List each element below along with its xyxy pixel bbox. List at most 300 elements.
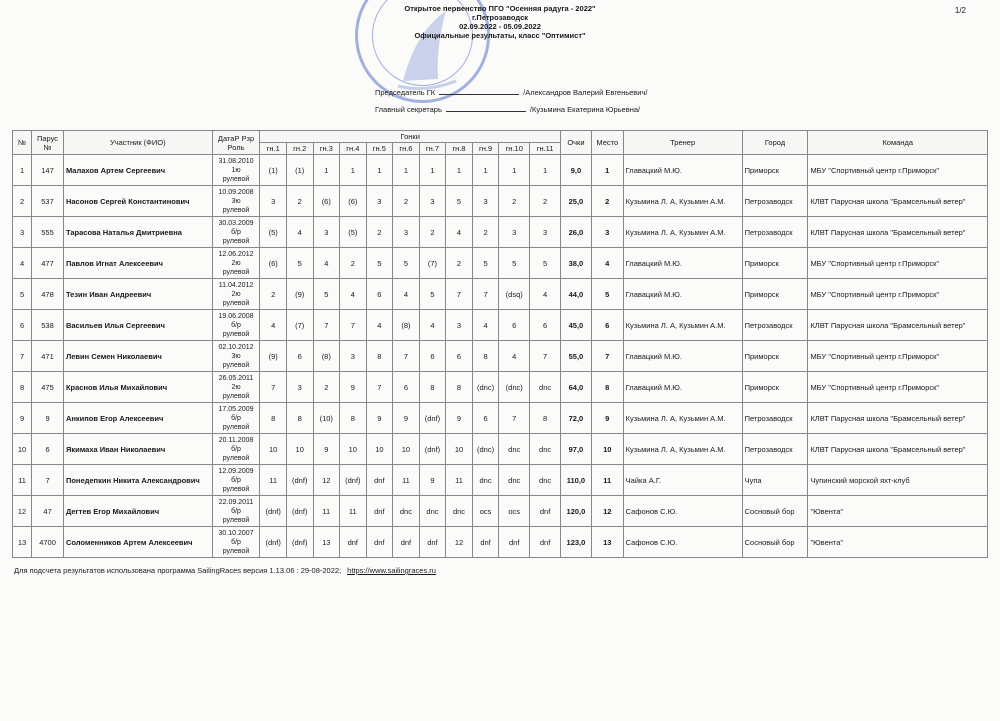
race-result: 13 (313, 527, 340, 558)
col-num: № (13, 131, 32, 155)
row-number: 10 (13, 434, 32, 465)
race-result: 9 (393, 403, 420, 434)
birth-info-role: рулевой (222, 547, 250, 555)
results-table (12, 130, 988, 558)
race-result: 11 (313, 496, 340, 527)
competition-dates: 02.09.2022 - 05.09.2022 (459, 22, 541, 31)
race-result: 8 (286, 403, 313, 434)
final-place: 2 (591, 186, 623, 217)
total-points: 72,0 (561, 403, 592, 434)
race-header: гн.10 (499, 143, 530, 155)
race-result: dnf (499, 527, 530, 558)
birth-info (212, 527, 260, 558)
race-result: 7 (499, 403, 530, 434)
total-points: 9,0 (561, 155, 592, 186)
race-result: 10 (260, 434, 287, 465)
birth-info-rank: 2ю (231, 383, 241, 391)
competition-city: г.Петрозаводск (471, 13, 529, 22)
coach-name: Кузьмина Л. А, Кузьмин А.М. (623, 403, 742, 434)
race-result: 10 (393, 434, 420, 465)
table-row (13, 403, 988, 434)
race-result: 9 (366, 403, 393, 434)
total-points: 123,0 (561, 527, 592, 558)
race-result: ocs (472, 496, 499, 527)
race-result: 3 (419, 186, 446, 217)
city-name: Петрозаводск (742, 217, 808, 248)
race-result: dnc (530, 465, 561, 496)
participant-name: Васильев Илья Сергеевич (63, 310, 212, 341)
city-name: Петрозаводск (742, 186, 808, 217)
participant-name: Соломенников Артем Алексеевич (63, 527, 212, 558)
birth-info-rank: б/р (231, 228, 241, 236)
birth-info-dob: 20.11.2008 (218, 436, 254, 444)
team-name: МБУ "Спортивный центр г.Приморск" (808, 248, 988, 279)
sail-number: 471 (32, 341, 64, 372)
race-result: 3 (530, 217, 561, 248)
race-result: 8 (419, 372, 446, 403)
race-result: dnf (393, 527, 420, 558)
participant-name: Дегтев Егор Михайлович (63, 496, 212, 527)
page-number: 1/2 (954, 6, 966, 15)
participant-name: Понедепкин Никита Александрович (63, 465, 212, 496)
race-result: 11 (446, 465, 473, 496)
birth-info-dob: 12.09.2009 (218, 467, 254, 475)
coach-name: Главацкий М.Ю. (623, 155, 742, 186)
birth-info-rank: 3ю (231, 197, 241, 205)
birth-info (212, 434, 260, 465)
race-result: 1 (340, 155, 367, 186)
participant-name: Малахов Артем Сергеевич (63, 155, 212, 186)
coach-name: Кузьмина Л. А, Кузьмин А.М. (623, 434, 742, 465)
coach-name: Главацкий М.Ю. (623, 248, 742, 279)
coach-name: Кузьмина Л. А, Кузьмин А.М. (623, 217, 742, 248)
table-row (13, 527, 988, 558)
race-result: (1) (260, 155, 287, 186)
race-result: (dnf) (419, 434, 446, 465)
city-name: Сосновый бор (742, 527, 808, 558)
birth-info-role: рулевой (222, 175, 250, 183)
birth-info-rank: б/р (231, 445, 241, 453)
race-result: 5 (286, 248, 313, 279)
row-number: 2 (13, 186, 32, 217)
participant-name: Якимаха Иван Николаевич (63, 434, 212, 465)
race-result: 2 (286, 186, 313, 217)
race-result: (dnf) (340, 465, 367, 496)
race-result: 4 (286, 217, 313, 248)
footer-text: Для подсчета результатов использована программа SailingRaces версия 1.13.06 : 29-08-2022; (14, 566, 342, 575)
race-result: (dnf) (260, 496, 287, 527)
final-place: 6 (591, 310, 623, 341)
race-result: 2 (499, 186, 530, 217)
birth-info-role: рулевой (222, 268, 250, 276)
race-result: 5 (419, 279, 446, 310)
race-result: 8 (446, 372, 473, 403)
total-points: 45,0 (561, 310, 592, 341)
race-result: (dnc) (472, 434, 499, 465)
race-result: 11 (340, 496, 367, 527)
race-result: 6 (530, 310, 561, 341)
sail-number: 537 (32, 186, 64, 217)
race-result: 2 (446, 248, 473, 279)
race-result: 6 (366, 279, 393, 310)
signature-line (439, 94, 519, 95)
team-name: МБУ "Спортивный центр г.Приморск" (808, 341, 988, 372)
birth-info (212, 403, 260, 434)
team-name: КЛВТ Парусная школа "Брамсельный ветер" (808, 310, 988, 341)
birth-info-role: рулевой (222, 237, 250, 245)
coach-name: Главацкий М.Ю. (623, 372, 742, 403)
race-result: 7 (260, 372, 287, 403)
birth-info (212, 155, 260, 186)
chair-label: Председатель ГК (375, 88, 436, 97)
row-number: 9 (13, 403, 32, 434)
sail-number: 4700 (32, 527, 64, 558)
race-result: dnf (340, 527, 367, 558)
birth-info-dob: 30.03.2009 (218, 219, 254, 227)
race-result: 2 (340, 248, 367, 279)
race-result: 1 (499, 155, 530, 186)
final-place: 3 (591, 217, 623, 248)
race-result: 9 (419, 465, 446, 496)
birth-info-role: рулевой (222, 485, 250, 493)
table-row (13, 465, 988, 496)
team-name: КЛВТ Парусная школа "Брамсельный ветер" (808, 217, 988, 248)
birth-info-role: рулевой (222, 423, 250, 431)
table-row (13, 310, 988, 341)
chair-signature (375, 88, 647, 97)
sail-number: 6 (32, 434, 64, 465)
birth-info-dob: 30.10.2007 (218, 529, 254, 537)
final-place: 10 (591, 434, 623, 465)
final-place: 8 (591, 372, 623, 403)
race-result: 3 (366, 186, 393, 217)
race-header: гн.11 (530, 143, 561, 155)
sail-number: 478 (32, 279, 64, 310)
birth-info (212, 279, 260, 310)
city-name: Приморск (742, 155, 808, 186)
race-result: 1 (419, 155, 446, 186)
participant-name: Тезин Иван Андреевич (63, 279, 212, 310)
birth-info-rank: б/р (231, 538, 241, 546)
table-row (13, 279, 988, 310)
race-result: 5 (393, 248, 420, 279)
participant-name: Тарасова Наталья Дмитриевна (63, 217, 212, 248)
birth-info-dob: 19.06.2008 (218, 312, 254, 320)
birth-info-role: рулевой (222, 361, 250, 369)
race-result: (dnf) (286, 527, 313, 558)
race-header: гн.1 (260, 143, 287, 155)
birth-info-dob: 17.05.2009 (218, 405, 254, 413)
race-result: 1 (393, 155, 420, 186)
race-result: 6 (499, 310, 530, 341)
race-result: 5 (472, 248, 499, 279)
team-name: МБУ "Спортивный центр г.Приморск" (808, 155, 988, 186)
participant-name: Анкипов Егор Алексеевич (63, 403, 212, 434)
race-result: (7) (286, 310, 313, 341)
race-result: dnf (419, 527, 446, 558)
race-result: 10 (340, 434, 367, 465)
birth-info-role: рулевой (222, 454, 250, 462)
race-result: 7 (530, 341, 561, 372)
final-place: 11 (591, 465, 623, 496)
birth-info (212, 341, 260, 372)
race-result: 6 (419, 341, 446, 372)
row-number: 6 (13, 310, 32, 341)
col-races: Гонки (260, 131, 561, 143)
race-result: 10 (366, 434, 393, 465)
race-result: 3 (472, 186, 499, 217)
birth-info-rank: б/р (231, 321, 241, 329)
race-header: гн.4 (340, 143, 367, 155)
birth-info (212, 248, 260, 279)
birth-info (212, 217, 260, 248)
birth-info-dob: 02.10.2012 (218, 343, 254, 351)
race-result: 3 (313, 217, 340, 248)
race-header: гн.8 (446, 143, 473, 155)
col-dob: ДатаР Рзр Роль (212, 131, 260, 155)
row-number: 8 (13, 372, 32, 403)
race-result: 9 (313, 434, 340, 465)
race-result: 4 (366, 310, 393, 341)
city-name: Приморск (742, 372, 808, 403)
total-points: 38,0 (561, 248, 592, 279)
birth-info (212, 310, 260, 341)
city-name: Приморск (742, 341, 808, 372)
race-result: (dnc) (472, 372, 499, 403)
race-result: ocs (499, 496, 530, 527)
results-body (13, 155, 988, 558)
birth-info-rank: 2ю (231, 259, 241, 267)
race-result: 3 (393, 217, 420, 248)
race-result: 9 (340, 372, 367, 403)
sail-number: 555 (32, 217, 64, 248)
race-result: 7 (446, 279, 473, 310)
race-result: (dnf) (286, 465, 313, 496)
sail-number: 7 (32, 465, 64, 496)
final-place: 4 (591, 248, 623, 279)
city-name: Приморск (742, 248, 808, 279)
coach-name: Главацкий М.Ю. (623, 279, 742, 310)
race-header: гн.2 (286, 143, 313, 155)
birth-info-rank: б/р (231, 507, 241, 515)
signature-line (446, 111, 526, 112)
race-result: 11 (393, 465, 420, 496)
birth-info-rank: б/р (231, 414, 241, 422)
race-result: 12 (313, 465, 340, 496)
birth-info-role: рулевой (222, 206, 250, 214)
race-result: 5 (499, 248, 530, 279)
col-coach: Тренер (623, 131, 742, 155)
race-result: dnc (530, 434, 561, 465)
race-result: 1 (472, 155, 499, 186)
birth-info (212, 496, 260, 527)
race-result: 8 (530, 403, 561, 434)
race-result: 2 (260, 279, 287, 310)
race-header: гн.7 (419, 143, 446, 155)
race-result: 8 (472, 341, 499, 372)
coach-name: Чайка А.Г. (623, 465, 742, 496)
competition-title: Открытое первенство ПГО "Осенняя радуга - 2022" (404, 4, 596, 13)
birth-info-dob: 26.05.2011 (218, 374, 254, 382)
race-result: 6 (286, 341, 313, 372)
birth-info-role: рулевой (222, 392, 250, 400)
participant-name: Павлов Игнат Алексеевич (63, 248, 212, 279)
race-result: (7) (419, 248, 446, 279)
birth-info-rank: 3ю (231, 352, 241, 360)
sail-number: 538 (32, 310, 64, 341)
footer-link[interactable]: https://www.sailingraces.ru (347, 566, 436, 575)
race-result: dnc (446, 496, 473, 527)
race-result: 4 (419, 310, 446, 341)
race-header: гн.3 (313, 143, 340, 155)
city-name: Приморск (742, 279, 808, 310)
coach-name: Сафонов С.Ю. (623, 527, 742, 558)
race-header: гн.6 (393, 143, 420, 155)
race-result: 5 (530, 248, 561, 279)
secretary-signature (375, 105, 640, 114)
row-number: 12 (13, 496, 32, 527)
team-name: КЛВТ Парусная школа "Брамсельный ветер" (808, 403, 988, 434)
race-result: 3 (340, 341, 367, 372)
team-name: КЛВТ Парусная школа "Брамсельный ветер" (808, 186, 988, 217)
race-result: 4 (260, 310, 287, 341)
race-result: 3 (260, 186, 287, 217)
race-result: dnf (366, 496, 393, 527)
race-result: (dnf) (419, 403, 446, 434)
race-result: 7 (313, 310, 340, 341)
row-number: 11 (13, 465, 32, 496)
col-participant: Участник (ФИО) (63, 131, 212, 155)
table-row (13, 372, 988, 403)
race-result: 3 (286, 372, 313, 403)
race-result: 8 (340, 403, 367, 434)
row-number: 13 (13, 527, 32, 558)
table-row (13, 186, 988, 217)
final-place: 9 (591, 403, 623, 434)
city-name: Чупа (742, 465, 808, 496)
participant-name: Краснов Илья Михайлович (63, 372, 212, 403)
row-number: 3 (13, 217, 32, 248)
team-name: МБУ "Спортивный центр г.Приморск" (808, 279, 988, 310)
race-result: 6 (393, 372, 420, 403)
secretary-label: Главный секретарь (375, 105, 442, 114)
race-result: 3 (446, 310, 473, 341)
race-result: (5) (340, 217, 367, 248)
race-result: (dnc) (499, 372, 530, 403)
race-header: гн.9 (472, 143, 499, 155)
race-result: dnc (393, 496, 420, 527)
coach-name: Кузьмина Л. А, Кузьмин А.М. (623, 310, 742, 341)
race-result: 10 (446, 434, 473, 465)
race-result: dnf (366, 527, 393, 558)
race-result: 4 (313, 248, 340, 279)
total-points: 55,0 (561, 341, 592, 372)
race-result: (8) (393, 310, 420, 341)
sail-number: 475 (32, 372, 64, 403)
table-row (13, 217, 988, 248)
race-result: dnf (530, 496, 561, 527)
race-result: 5 (366, 248, 393, 279)
race-result: (dnf) (286, 496, 313, 527)
coach-name: Кузьмина Л. А, Кузьмин А.М. (623, 186, 742, 217)
birth-info-role: рулевой (222, 330, 250, 338)
race-result: (6) (260, 248, 287, 279)
birth-info-role: рулевой (222, 516, 250, 524)
birth-info (212, 372, 260, 403)
chair-name: /Александров Валерий Евгеньевич/ (523, 88, 648, 97)
team-name: МБУ "Спортивный центр г.Приморск" (808, 372, 988, 403)
team-name: "Ювента" (808, 527, 988, 558)
race-result: 4 (530, 279, 561, 310)
document-header (0, 4, 1000, 40)
col-city: Город (742, 131, 808, 155)
race-result: 2 (393, 186, 420, 217)
col-team: Команда (808, 131, 988, 155)
results-class: Официальные результаты, класс "Оптимист" (414, 31, 586, 40)
total-points: 110,0 (561, 465, 592, 496)
race-result: 7 (393, 341, 420, 372)
race-result: 2 (313, 372, 340, 403)
sail-number: 477 (32, 248, 64, 279)
race-result: 4 (499, 341, 530, 372)
col-sail: Парус № (32, 131, 64, 155)
total-points: 120,0 (561, 496, 592, 527)
row-number: 1 (13, 155, 32, 186)
total-points: 25,0 (561, 186, 592, 217)
birth-info-rank: 2ю (231, 290, 241, 298)
coach-name: Сафонов С.Ю. (623, 496, 742, 527)
race-result: 2 (419, 217, 446, 248)
race-result: 11 (260, 465, 287, 496)
race-result: (1) (286, 155, 313, 186)
team-name: КЛВТ Парусная школа "Брамсельный ветер" (808, 434, 988, 465)
table-row (13, 248, 988, 279)
row-number: 4 (13, 248, 32, 279)
total-points: 64,0 (561, 372, 592, 403)
team-name: Чупинский морской яхт-клуб (808, 465, 988, 496)
birth-info-rank: 1ю (231, 166, 241, 174)
birth-info-role: рулевой (222, 299, 250, 307)
table-row (13, 155, 988, 186)
final-place: 7 (591, 341, 623, 372)
race-result: dnc (530, 372, 561, 403)
birth-info-rank: б/р (231, 476, 241, 484)
race-result: (dnf) (260, 527, 287, 558)
footer (14, 566, 436, 575)
participant-name: Левин Семен Николаевич (63, 341, 212, 372)
race-result: 2 (366, 217, 393, 248)
race-result: 8 (366, 341, 393, 372)
race-result: 12 (446, 527, 473, 558)
race-result: (9) (286, 279, 313, 310)
race-result: 7 (340, 310, 367, 341)
table-row (13, 496, 988, 527)
race-result: dnf (472, 527, 499, 558)
race-result: 6 (472, 403, 499, 434)
birth-info (212, 465, 260, 496)
birth-info-dob: 12.06.2012 (218, 250, 254, 258)
race-result: 6 (446, 341, 473, 372)
table-row (13, 341, 988, 372)
race-result: 4 (446, 217, 473, 248)
race-result: (8) (313, 341, 340, 372)
team-name: "Ювента" (808, 496, 988, 527)
final-place: 13 (591, 527, 623, 558)
race-result: 10 (286, 434, 313, 465)
birth-info-dob: 31.08.2010 (218, 157, 254, 165)
race-result: (10) (313, 403, 340, 434)
race-result: 9 (446, 403, 473, 434)
